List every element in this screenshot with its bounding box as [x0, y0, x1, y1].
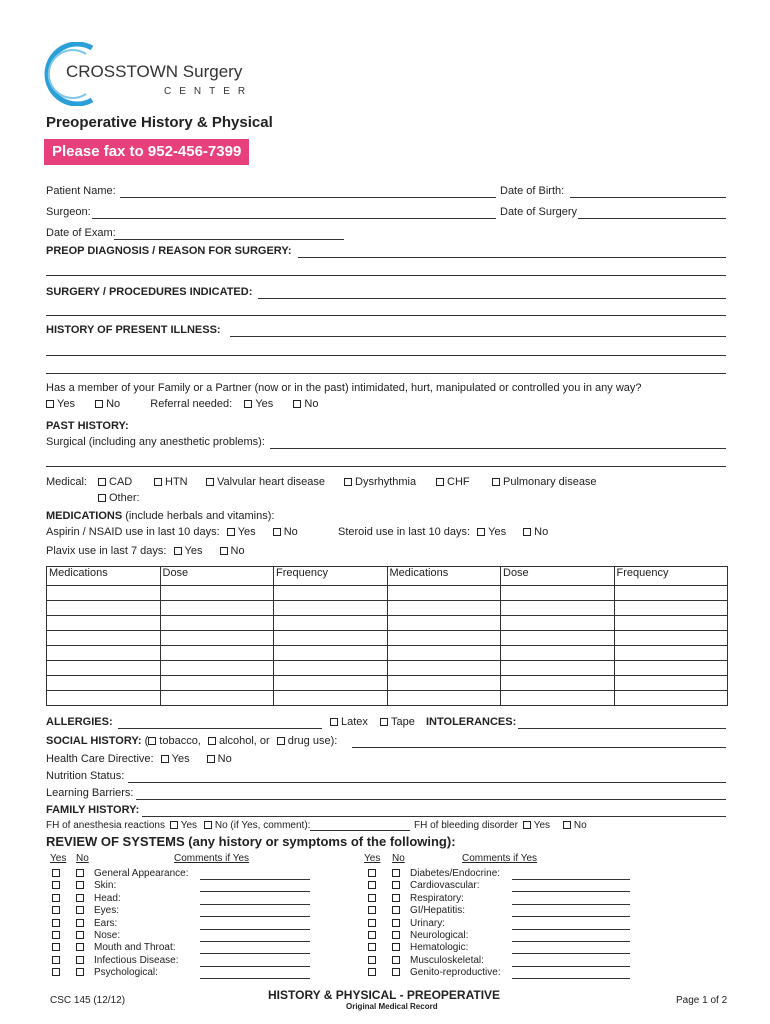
tobacco-checkbox[interactable]	[148, 737, 156, 745]
alcohol-checkbox[interactable]	[208, 737, 216, 745]
hpi-label: HISTORY OF PRESENT ILLNESS:	[46, 324, 221, 336]
pulmonary-checkbox[interactable]	[492, 478, 500, 486]
ros-no-checkbox[interactable]	[76, 931, 84, 939]
hpi-field-2[interactable]	[46, 355, 726, 356]
aspirin-yes-checkbox[interactable]	[227, 528, 235, 536]
cond-chf: CHF	[436, 476, 470, 488]
table-row[interactable]	[47, 586, 728, 601]
ros-heading: REVIEW OF SYSTEMS (any history or symptoms of the following):	[46, 834, 456, 849]
latex-checkbox[interactable]	[330, 718, 338, 726]
tape-option: Tape	[380, 716, 415, 728]
fh-bleeding-yes-checkbox[interactable]	[523, 821, 531, 829]
learning-label: Learning Barriers:	[46, 787, 134, 799]
ros-item-label: Diabetes/Endocrine:	[410, 868, 501, 879]
ros-yes-checkbox[interactable]	[368, 894, 376, 902]
ros-left-col-comments: Comments if Yes	[174, 853, 250, 864]
dob-field[interactable]	[570, 197, 726, 198]
ros-comment-field[interactable]	[200, 879, 310, 880]
date-of-exam-field[interactable]	[114, 239, 344, 240]
ros-comment-field[interactable]	[512, 978, 630, 979]
nutrition-label: Nutrition Status:	[46, 770, 125, 782]
cad-checkbox[interactable]	[98, 478, 106, 486]
hpi-field[interactable]	[230, 336, 726, 337]
ros-comment-field[interactable]	[200, 941, 310, 942]
ros-yes-checkbox[interactable]	[368, 956, 376, 964]
procedures-field-2[interactable]	[46, 315, 726, 316]
ros-yes-checkbox[interactable]	[368, 919, 376, 927]
ros-yes-checkbox[interactable]	[52, 894, 60, 902]
dysrhythmia-checkbox[interactable]	[344, 478, 352, 486]
table-row[interactable]	[47, 691, 728, 706]
cond-other: Other:	[98, 492, 140, 504]
surgical-field-2[interactable]	[46, 466, 726, 467]
list-item	[368, 942, 468, 955]
preop-diagnosis-label: PREOP DIAGNOSIS / REASON FOR SURGERY:	[46, 245, 292, 257]
procedures-label: SURGERY / PROCEDURES INDICATED:	[46, 286, 253, 298]
ros-comment-field[interactable]	[200, 904, 310, 905]
list-item	[368, 918, 445, 931]
ros-item-label: Skin:	[94, 880, 117, 892]
list-item	[368, 930, 468, 943]
social-history-row: SOCIAL HISTORY: ( tobacco, alcohol, or drug use):	[46, 735, 338, 747]
ros-comment-field[interactable]	[512, 891, 630, 892]
ros-no-checkbox[interactable]	[76, 881, 84, 889]
ros-comment-field[interactable]	[512, 879, 630, 880]
surgical-label: Surgical (including any anesthetic problems):	[46, 436, 265, 448]
intolerances-label: INTOLERANCES:	[426, 716, 517, 728]
ros-right-col-no: No	[392, 853, 405, 864]
logo	[40, 42, 260, 112]
plavix-no-checkbox[interactable]	[220, 547, 228, 555]
date-of-exam-label: Date of Exam:	[46, 227, 116, 239]
family-question: Has a member of your Family or a Partner (now or in the past) intimidated, hurt, manipulated or controlled you in any way?	[46, 382, 642, 394]
ros-item-label: Psychological:	[94, 967, 158, 979]
ros-yes-checkbox[interactable]	[52, 919, 60, 927]
ros-no-checkbox[interactable]	[392, 869, 400, 877]
aspirin-no-checkbox[interactable]	[273, 528, 281, 536]
ros-no-checkbox[interactable]	[392, 881, 400, 889]
ros-comment-field[interactable]	[200, 966, 310, 967]
col-medications: Medications	[47, 567, 161, 586]
table-row[interactable]	[47, 661, 728, 676]
chf-checkbox[interactable]	[436, 478, 444, 486]
medications-heading: MEDICATIONS (include herbals and vitamins):	[46, 510, 275, 522]
ros-item-label: Musculoskeletal:	[410, 954, 484, 966]
ros-no-checkbox[interactable]	[76, 943, 84, 951]
htn-checkbox[interactable]	[154, 478, 162, 486]
ros-item-label: Eyes:	[94, 905, 120, 917]
ros-comment-field[interactable]	[200, 953, 310, 954]
date-of-surgery-field[interactable]	[578, 218, 726, 219]
medical-label: Medical:	[46, 476, 87, 488]
list-item	[52, 868, 189, 881]
list-item	[52, 942, 176, 955]
ros-no-checkbox[interactable]	[392, 919, 400, 927]
ros-comment-field[interactable]	[512, 929, 630, 930]
list-item	[52, 893, 121, 906]
list-item	[52, 918, 117, 931]
directive-no-checkbox[interactable]	[207, 755, 215, 763]
list-item	[52, 880, 116, 893]
referral-no-checkbox[interactable]	[293, 400, 301, 408]
ros-yes-checkbox[interactable]	[368, 931, 376, 939]
other-checkbox[interactable]	[98, 494, 106, 502]
cond-pulmonary: Pulmonary disease	[492, 476, 597, 488]
fh-row: FH of anesthesia reactions Yes No (if Yes, comment):	[46, 820, 311, 831]
fh-anesthesia-yes-checkbox[interactable]	[170, 821, 178, 829]
allergies-field[interactable]	[118, 728, 322, 729]
footer-title: HISTORY & PHYSICAL - PREOPERATIVE	[268, 988, 501, 1002]
ros-right-col-comments: Comments if Yes	[462, 853, 538, 864]
medications-table	[46, 566, 728, 706]
list-item	[368, 868, 500, 881]
social-history-field[interactable]	[352, 747, 726, 748]
ros-no-checkbox[interactable]	[392, 943, 400, 951]
table-row[interactable]	[47, 616, 728, 631]
family-no-checkbox[interactable]	[95, 400, 103, 408]
list-item	[368, 880, 479, 893]
allergies-label: ALLERGIES:	[46, 716, 113, 728]
ros-left-col-yes: Yes	[50, 853, 67, 864]
ros-yes-checkbox[interactable]	[52, 869, 60, 877]
cond-dysrhythmia: Dysrhythmia	[344, 476, 416, 488]
list-item	[52, 955, 179, 968]
ros-comment-field[interactable]	[512, 916, 630, 917]
table-row[interactable]	[47, 676, 728, 691]
footer-subtitle: Original Medical Record	[346, 1002, 438, 1011]
ros-no-checkbox[interactable]	[392, 894, 400, 902]
valvular-checkbox[interactable]	[206, 478, 214, 486]
ros-yes-checkbox[interactable]	[368, 943, 376, 951]
directive-yes-checkbox[interactable]	[161, 755, 169, 763]
ros-comment-field[interactable]	[200, 916, 310, 917]
ros-yes-checkbox[interactable]	[368, 869, 376, 877]
aspirin-row: Aspirin / NSAID use in last 10 days: Yes No	[46, 526, 298, 538]
ros-no-checkbox[interactable]	[392, 931, 400, 939]
ros-no-checkbox[interactable]	[76, 919, 84, 927]
ros-item-label: Mouth and Throat:	[94, 942, 176, 954]
ros-right-col-yes: Yes	[364, 853, 381, 864]
ros-item-label: Infectious Disease:	[94, 954, 179, 966]
ros-item-label: Urinary:	[410, 917, 446, 929]
ros-no-checkbox[interactable]	[76, 906, 84, 914]
directive-row: Health Care Directive: Yes No	[46, 753, 232, 765]
list-item	[52, 905, 119, 918]
steroid-row: Steroid use in last 10 days: Yes No	[338, 526, 549, 538]
logo-sub: CENTER	[164, 86, 254, 97]
ros-yes-checkbox[interactable]	[52, 956, 60, 964]
ros-yes-checkbox[interactable]	[368, 968, 376, 976]
ros-comment-field[interactable]	[512, 953, 630, 954]
ros-item-label: Ears:	[94, 917, 118, 929]
col-medications-2: Medications	[387, 567, 501, 586]
ros-yes-checkbox[interactable]	[52, 906, 60, 914]
ros-no-checkbox[interactable]	[76, 956, 84, 964]
preop-diagnosis-field[interactable]	[298, 257, 726, 258]
fax-banner: Please fax to 952-456-7399	[44, 139, 249, 165]
referral-needed-label: Referral needed:	[150, 398, 233, 410]
patient-name-field[interactable]	[120, 197, 496, 198]
learning-field[interactable]	[136, 799, 726, 800]
ros-item-label: General Appearance:	[94, 868, 189, 879]
plavix-yes-checkbox[interactable]	[174, 547, 182, 555]
table-row[interactable]	[47, 601, 728, 616]
ros-yes-checkbox[interactable]	[52, 931, 60, 939]
surgical-field[interactable]	[270, 448, 726, 449]
ros-no-checkbox[interactable]	[392, 906, 400, 914]
patient-name-label: Patient Name:	[46, 185, 116, 197]
ros-yes-checkbox[interactable]	[368, 906, 376, 914]
ros-comment-field[interactable]	[512, 904, 630, 905]
steroid-no-checkbox[interactable]	[523, 528, 531, 536]
list-item	[368, 955, 484, 968]
ros-yes-checkbox[interactable]	[52, 881, 60, 889]
ros-item-label: Cardiovascular:	[410, 880, 480, 892]
ros-comment-field[interactable]	[512, 941, 630, 942]
cond-valvular: Valvular heart disease	[206, 476, 325, 488]
list-item	[52, 930, 120, 943]
drug-checkbox[interactable]	[277, 737, 285, 745]
medications-table-header	[47, 567, 728, 586]
col-frequency: Frequency	[274, 567, 388, 586]
past-history-heading: PAST HISTORY:	[46, 420, 129, 432]
ros-comment-field[interactable]	[200, 891, 310, 892]
col-frequency-2: Frequency	[614, 567, 728, 586]
cond-htn: HTN	[154, 476, 188, 488]
list-item	[52, 967, 158, 980]
fh-anesthesia-comment-field[interactable]	[310, 830, 410, 831]
fh-anesthesia-no-checkbox[interactable]	[204, 821, 212, 829]
preop-diagnosis-field-2[interactable]	[46, 275, 726, 276]
plavix-row: Plavix use in last 7 days: Yes No	[46, 545, 245, 557]
list-item	[368, 905, 465, 918]
procedures-field[interactable]	[258, 298, 726, 299]
table-row[interactable]	[47, 646, 728, 661]
latex-option: Latex	[330, 716, 368, 728]
steroid-yes-checkbox[interactable]	[477, 528, 485, 536]
ros-yes-checkbox[interactable]	[52, 943, 60, 951]
page-title: Preoperative History & Physical	[46, 114, 273, 131]
list-item	[368, 967, 501, 980]
ros-comment-field[interactable]	[512, 966, 630, 967]
fh-bleeding-row: FH of bleeding disorder Yes No	[414, 820, 587, 831]
form-id: CSC 145 (12/12)	[50, 995, 126, 1006]
dob-label: Date of Birth:	[500, 185, 565, 197]
surgeon-label: Surgeon:	[46, 206, 91, 218]
list-item	[368, 893, 464, 906]
col-dose-2: Dose	[501, 567, 615, 586]
ros-item-label: Hematologic:	[410, 942, 469, 954]
logo-name: CROSSTOWN Surgery	[66, 62, 243, 81]
ros-item-label: Genito-reproductive:	[410, 967, 501, 979]
date-of-surgery-label: Date of Surgery	[500, 206, 578, 218]
ros-comment-field[interactable]	[200, 929, 310, 930]
family-history-field[interactable]	[142, 816, 726, 817]
ros-item-label: Head:	[94, 892, 121, 904]
ros-no-checkbox[interactable]	[392, 956, 400, 964]
nutrition-field[interactable]	[128, 782, 726, 783]
table-row[interactable]	[47, 631, 728, 646]
ros-item-label: Nose:	[94, 930, 121, 941]
ros-no-checkbox[interactable]	[392, 968, 400, 976]
ros-left-col-no: No	[76, 853, 89, 864]
ros-comment-field[interactable]	[200, 978, 310, 979]
ros-yes-checkbox[interactable]	[368, 881, 376, 889]
ros-no-checkbox[interactable]	[76, 869, 84, 877]
fh-bleeding-no-checkbox[interactable]	[563, 821, 571, 829]
ros-yes-checkbox[interactable]	[52, 968, 60, 976]
family-yes-checkbox[interactable]	[46, 400, 54, 408]
surgeon-field[interactable]	[92, 218, 496, 219]
intolerances-field[interactable]	[518, 728, 726, 729]
ros-item-label: GI/Hepatitis:	[410, 905, 466, 917]
ros-item-label: Neurological:	[410, 930, 469, 941]
family-question-answers: Yes No Referral needed: Yes No	[46, 398, 318, 410]
cond-cad: CAD	[98, 476, 132, 488]
ros-no-checkbox[interactable]	[76, 968, 84, 976]
ros-item-label: Respiratory:	[410, 892, 464, 904]
family-history-label: FAMILY HISTORY:	[46, 804, 140, 816]
tape-checkbox[interactable]	[380, 718, 388, 726]
hpi-field-3[interactable]	[46, 373, 726, 374]
col-dose: Dose	[160, 567, 274, 586]
page-number: Page 1 of 2	[676, 995, 728, 1006]
ros-no-checkbox[interactable]	[76, 894, 84, 902]
referral-yes-checkbox[interactable]	[244, 400, 252, 408]
